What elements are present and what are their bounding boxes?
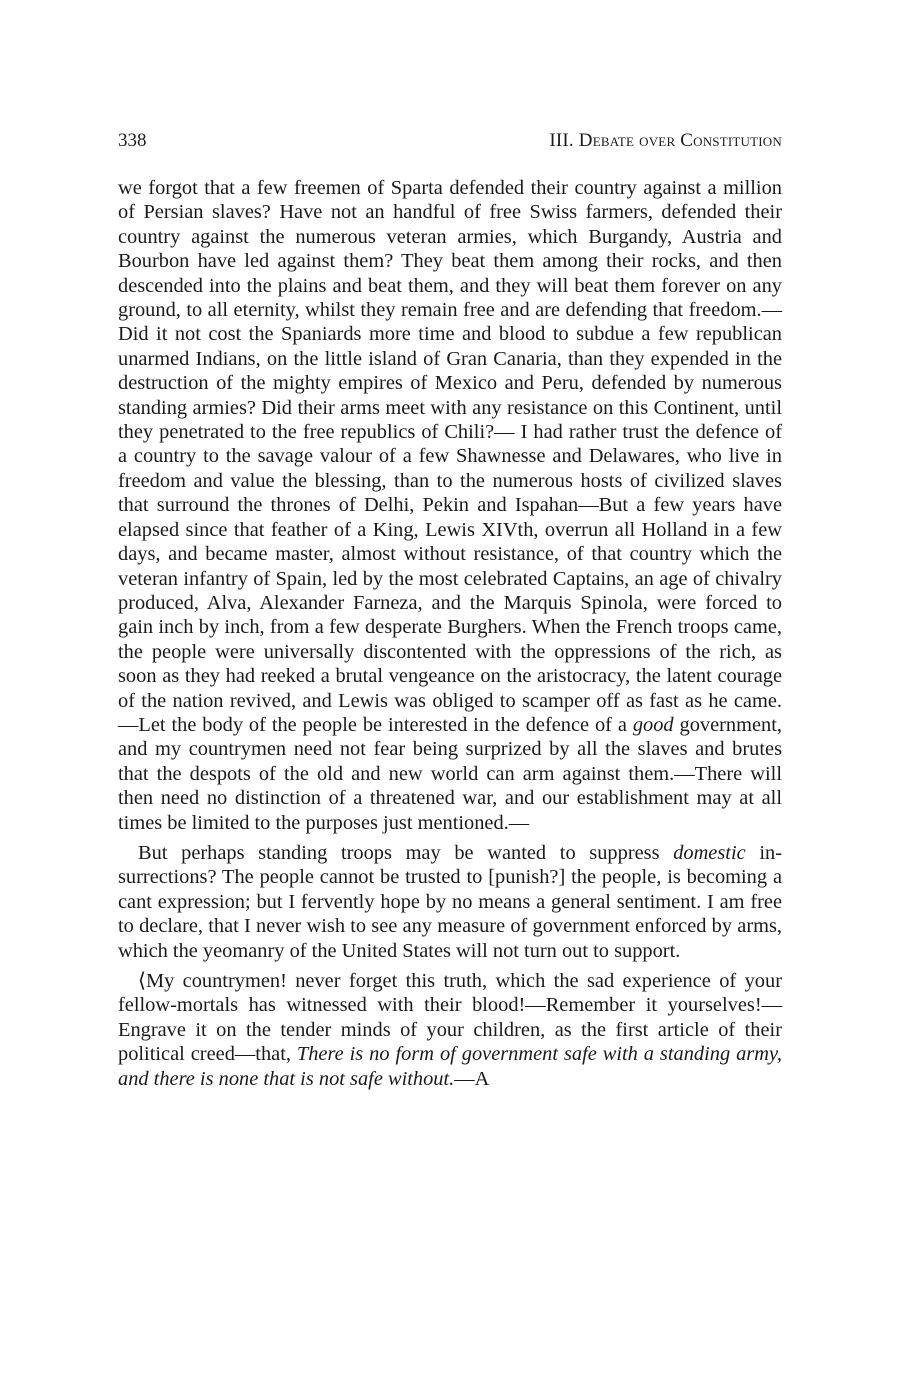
text-run: we forgot that a few freemen of Sparta defended their country against a million of Persian slaves? Have not an handful of free Swiss farmers, defended their country against the numerous veteran armies, which Burgandy, Austria and Bourbon have led against them? They beat them among their rocks, and then descended into the plains and beat them, and they will beat them forever on any ground, to all eternity, whilst they remain free and are defending that freedom.—Did it not cost the Spaniards more time and blood to subdue a few republican unarmed Indians, on the little island of Gran Canaria, than they expended in the destruction of the mighty empires of Mexico and Peru, defended by numerous standing armies? Did their arms meet with any resistance on this Continent, until they penetrated to the free republics of Chili?— I had rather trust the defence of a country to the savage valour of a few Shawnesse and Delawares, who live in freedom and value the blessing, than to the numerous hosts of civilized slaves that surround the thrones of Delhi, Pekin and Ispahan—But a few years have elapsed since that feather of a King, Lewis XIVth, overrun all Holland in a few days, and became master, almost without resistance, of that country which the veteran infantry of Spain, led by the most celebrated Captains, an age of chivalry produced, Alva, Alexander Farneza, and the Marquis Spinola, were forced to gain inch by inch, from a few desperate Burghers. When the French troops came, the people were universally discontented with the oppressions of the rich, as soon as they had reeked a brutal vengeance on the aristocracy, the latent courage of the nation revived, and Lewis was obliged to scamper off as fast as he came.—Let the body of the people be interested in the defence of a — [118, 177, 782, 736]
text-run: ⟨My countrymen! never forget this truth, which the sad experience of your fellow-mortals has witnessed with their blood!—Remember it yourselves!—Engrave it on the tender minds of your children, as the first article of their political creed—that, — [118, 970, 782, 1066]
text-run: But perhaps standing troops may be wanted to suppress — [138, 841, 674, 864]
paragraph — [118, 176, 782, 835]
page-number: 338 — [118, 130, 147, 151]
italic-run: good — [632, 713, 674, 736]
paragraph — [118, 841, 782, 963]
text-run: —A — [454, 1067, 490, 1090]
text-run: insurrections? The people cannot be trusted to [punish?] the people, is becoming a cant expression; but I fervently hope by no means a general sentiment. I am free to declare, that I never wish to see any measure of government enforced by arms, which the yeomanry of the United States will not turn out to support. — [118, 841, 782, 962]
paragraph — [118, 969, 782, 1091]
running-title: III. Debate over Constitution — [549, 130, 782, 151]
document-page — [118, 128, 782, 1091]
body-text — [118, 176, 782, 1091]
text-run: government, and my countrymen need not fear being surprized by all the slaves and brutes that the despots of the old and new world can arm against them.—There will then need no distinction of a threatened war, and our establishment may at all times be limited to the purposes just mentioned.— — [118, 713, 782, 834]
italic-run: There is no form of government safe with a standing army, and there is none that is not safe without. — [118, 1043, 782, 1090]
running-head — [118, 128, 782, 154]
italic-run: domestic — [673, 841, 746, 864]
